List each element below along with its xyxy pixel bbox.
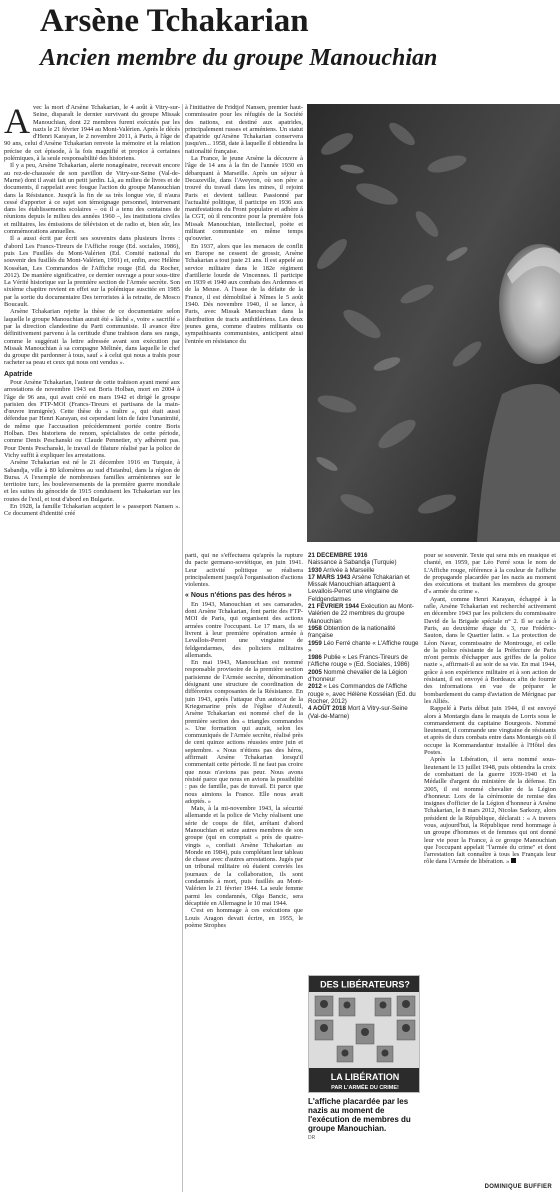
timeline-entry: 2005 Nommé chevalier de la Légion d'honneur <box>308 668 408 684</box>
poster-caption <box>308 1097 420 1143</box>
paragraph: Rappelé à Paris début juin 1944, il est envoyé alors à Montargis dans le maquis de Lorris sous le commandement du capitaine Bourgeois. Nommé lieutenant, il commande une vingtaine de résistants et après de durs combats entre dans Montargis où il occupe la Kommandantur installée à l'Hôtel des Postes. <box>424 705 556 757</box>
paragraph: Il a aussi écrit par écrit ses souvenirs dans plusieurs livres : d'abord Les Francs-Tireurs de l'Affiche rouge (Ed. sociales, 1986), puis Les Fusillés du Mont-Valérien (Ed. Comité national du souvenir des fusillés du Mont-Valérien, 1991) et, enfin, avec Hélène Kosséian, Les Commandos de l'Affiche rouge (Ed. du Rocher, 2012). De manière significative, ce dernier ouvrage a pour sous-titre La Vérité historique sur la première section de l'Armée secrète. Son sixième chapitre revient en effet sur la polémique suscitée en 1985 par la sortie du documentaire Des terroristes à la retraite, de Mosco Boucault. <box>4 235 180 309</box>
poster-image <box>309 976 420 1093</box>
column-4 <box>424 552 556 1178</box>
timeline-entry: 1930 Arrivée à Marseille <box>308 566 375 574</box>
paragraph: En 1928, la famille Tchakarian acquiert le « passeport Nansen ». Ce document d'identité créé <box>4 503 180 518</box>
column-1 <box>4 104 180 1192</box>
poster-headline: DES LIBÉRATEURS? <box>320 979 410 990</box>
timeline-entry: 17 MARS 1943 Arsène Tchakarian et Missak Manouchian attaquent à Levallois-Perret une vingtaine de Feldgendarmes <box>308 573 410 603</box>
timeline-entry: 2012 « Les Commandos de l'Affiche rouge », avec Hélène Kosséian (Ed. du Rocher, 2012) <box>308 683 416 705</box>
paragraph: En 1943, Manouchian et ses camarades, dont Arsène Tchakarian, font partie des FTP-MOI de Paris, qui organisent des actions armées contre l'occupant. Le 17 mars, ils se livrent à leur première opération armée à Levallois-Perret une vingtaine de feldgendarmes, des policiers militaires allemands. <box>185 600 303 659</box>
paragraph: à l'initiative de Fridtjof Nansen, premier haut-commissaire pour les réfugiés de la Société des nations, est destiné aux apatrides, principalement russes et arméniens. Un statut d'apatride qu'Arsène Tchakarian conservera jusqu'en... 1958, date à laquelle il obtiendra la nationalité française. <box>185 104 303 155</box>
paragraph: Arsène Tchakarian rejette la thèse de ce documentaire selon laquelle le groupe Manouchian aurait été « lâché », voire « sacrifié » par la direction clandestine du Parti communiste. Il avance être définitivement parvenu à la certitude d'une trahison dans ses rangs, comme le suggérait la lettre adressée avant son exécution par Missak Manouchian à sa compagne Mélinée, dans laquelle le chef du groupe dit pardonner à tous, sauf « à celui qui nous a trahis pour racheter sa peau et ceux qui nous ont vendus ». <box>4 308 180 367</box>
poster-bottom-line-2: PAR L'ARMÉE DU CRIME! <box>331 1085 399 1091</box>
paragraph: C'est en hommage à ces exécutions que Louis Aragon devait écrire, en 1955, le poème Strophes <box>185 907 303 929</box>
timeline <box>308 552 420 972</box>
paragraph: Pour Arsène Tchakarian, l'auteur de cette trahison ayant mené aux arrestations de novembre 1943 est Boris Holban, mort en 2004 à l'âge de 96 ans, qui avait créé en mars 1942 et dirigé le groupe parisien des FTP-MOI (Francs-Tireurs et partisans de la main-d'œuvre immigrée). Cette thèse du « traître », qui était aussi défendue par Henri Karayan, est cependant loin de faire l'unanimité, de même que l'accusation précédemment portée contre Boris Holban. Des historiens de renom, spécialistes de cette période, comme Denis Peschanski ou Claude Pennetier, n'y adhèrent pas. Pour Denis Peschanski, le travail de filature réalisé par la police de Vichy suffit à expliquer les arrestations. <box>4 378 180 459</box>
paragraph: Il y a peu, Arsène Tchakarian, alerte nonagénaire, recevait encore au rez-de-chaussée de son pavillon de Vitry-sur-Seine (Val-de-Marne) dont il avait fait un petit jardin. Là, au milieu de livres et de documents, il rappelait avec fougue l'action du groupe Manouchian dans la Résistance. Jusqu'à la fin de sa très longue vie, il n'aura cessé d'apporter à ce sujet son témoignage personnel, intervenant dans les établissements scolaires – où il a tenu des centaines de réunions depuis le milieu des années 1960 –, les institutions civiles et militaires, les émissions de télévision et de radio et, bien sûr, les commémorations annuelles. <box>4 162 180 236</box>
section-heading-heros: « Nous n'étions pas des héros » <box>185 592 292 600</box>
drop-cap: A <box>4 104 30 141</box>
portrait-photo <box>307 104 560 542</box>
timeline-entry: 21 FÉVRIER 1944 Exécution au Mont-Valérien de 22 membres du groupe Manouchian <box>308 603 414 625</box>
timeline-entry: 1958 Obtention de la nationalité française <box>308 624 396 640</box>
timeline-entry: 21 DÉCEMBRE 1916 Naissance à Sabandja (Turquie) <box>308 552 397 567</box>
paragraph: En 1937, alors que les menaces de conflit en Europe ne cessent de grossir, Arsène Tchakarian a tout juste 21 ans. Il est appelé au service militaire dans le 182e régiment d'artillerie lourde de Vincennes. Il participe en 1939 et 1940 aux combats des Ardennes et de la Meuse. A l'issue de la défaite de la France, il est démobilisé à Nîmes le 5 août 1940. Dès novembre 1940, il se lance, à Paris, avec Missak Manouchian dans la distribution de tracts antihitlériens. Les deux jeunes gens, comme d'autres militants ou sympathisants communistes, anticipent ainsi l'entrée en résistance du <box>185 242 303 345</box>
paragraph: pour se souvenir. Texte qui sera mis en musique et chanté, en 1959, par Léo Ferré sous le nom de L'Affiche rouge, référence à la couleur de l'affiche de propagande placardée par les nazis au moment des exécutions et traitant les membres du groupe d'« armée du crime ». <box>424 552 556 596</box>
article-title: Arsène Tchakarian <box>40 3 309 39</box>
poster-bottom-line-1: LA LIBÉRATION <box>330 1072 400 1082</box>
column-2-top <box>185 104 303 548</box>
paragraph: parti, qui ne s'effectuera qu'après la rupture du pacte germano-soviétique, en juin 1941. Leur activité politique se réalisera principalement jusqu'à l'organisation d'actions violentes. <box>185 552 303 589</box>
paragraph: Arsène Tchakarian est né le 21 décembre 1916 en Turquie, à Sabandja, ville à 80 kilomètres au sud d'Istanbul, dans la région de Bursa. A l'exemple de nombreuses familles arméniennes sur le territoire turc, les bouleversements de la première guerre mondiale et les suites du génocide de 1915 conduisent les Tchakarian sur les routes de l'exil, et tout d'abord en Bulgarie. <box>4 459 180 503</box>
paragraph-lead: Avec la mort d'Arsène Tchakarian, le 4 août à Vitry-sur-Seine, disparaît le dernier survivant du groupe Missak Manouchian, dont 22 membres furent exécutés par les nazis le 21 février 1944 au Mont-Valérien. Après le décès d'Henri Karayan, le 2 novembre 2011, à Paris, à l'âge de 90 ans, celui d'Arsène Tchakarian renvoie la mémoire et la relation précise de cet épisode, à la fois magnifié et propice à certaines polémiques, à la seule responsabilité des historiens. <box>4 104 180 163</box>
paragraph: En mai 1943, Manouchian est nommé responsable provisoire de la première section parisienne de l'Armée secrète, dénomination désignant une structure de coordination de différentes composantes de la Résistance. En juin 1943, après l'attaque d'un autocar de la Kriegsmarine près de l'église d'Auteuil, Arsène Tchakarian est nommé chef de la première section des « triangles commandos ». Une formation qui aurait, selon les communiqués de l'Armée secrète, réalisé près de cent quinze actions réussies entre juin et septembre. « Nous n'étions pas des héros, affirmait Arsène Tchakarian lorsqu'il commentait cette période. Il ne faut pas croire que nous n'avions pas peur. Nous avons résisté parce que nous en avions la possibilité : pas de famille, pas de travail. Et parce que nous aimions la France. Elle nous avait adoptés. » <box>185 659 303 805</box>
affiche-rouge-poster <box>308 975 420 1093</box>
column-2-bottom <box>185 552 303 1192</box>
timeline-entry: 1986 Publie « Les Francs-Tireurs de l'Affiche rouge » (Ed. Sociales, 1986) <box>308 654 410 669</box>
photo-credit: DR <box>308 1135 316 1141</box>
foliage-photo-image <box>307 104 560 542</box>
paragraph-last: Après la Libération, il sera nommé sous-lieutenant le 13 juillet 1948, puis obtiendra la croix de combattant de la guerre 1939-1940 et la Médaille d'argent du ministère de la défense. En 2005, il est nommé chevalier de la Légion d'honneur. Lors de la cérémonie de remise des insignes d'officier de la Légion d'honneur à Arsène Tchakarian, le 8 mars 2012, Nicolas Sarkozy, alors président de la République, déclarait : « A travers vous, aujourd'hui, la République rend hommage à un groupe d'hommes et de femmes qui ont donné leur vie pour la France, à ce groupe Manouchian que l'occupant appelait "l'armée du crime" et dont l'arrestation fait connaître à tous les Français leur rôle dans l'Armée de libération. » <box>424 756 556 866</box>
section-heading-apatride: Apatride <box>4 370 33 378</box>
paragraph: La France, le jeune Arsène la découvre à l'âge de 14 ans à la fin de l'année 1930 en débarquant à Marseille. Après un séjour à Decazeville, dans l'Aveyron, où son père a trouvé du travail dans les mines, il rejoint Paris et devient tailleur. Passionné par l'actualité politique, il participe en 1936 aux manifestations du Front populaire et adhère à la CGT, où il rencontre pour la première fois Missak Manouchian, intellectuel, poète et militant communiste en même temps qu'ouvrier. <box>185 155 303 243</box>
timeline-entry: 1959 Léo Ferré chante « L'Affiche rouge » <box>308 639 419 654</box>
author-byline: DOMINIQUE BUFFIER <box>484 1184 552 1190</box>
paragraph: Mais, à la mi-novembre 1943, la sécurité allemande et la police de Vichy réalisent une série de coups de filet, arrêtant d'abord Manouchian et seize autres membres de son groupe (qui en comptait « près de quatre-vingts », confiait Arsène Tchakarian au Monde en 1984), puis complétant leur tableau de chasse avec d'autres arrestations. Jugés par un tribunal militaire où étaient conviés les journaux de la collaboration, ils sont condamnés à mort, puis fusillés au Mont-Valérien le 21 février 1944. La seule femme parmi les condamnés, Olga Bancic, sera décapitée en Allemagne le 10 mai 1944. <box>185 805 303 907</box>
article-subtitle: Ancien membre du groupe Manouchian <box>40 45 438 71</box>
end-of-article-mark <box>511 858 516 863</box>
caption-text: L'affiche placardée par les nazis au moment de l'exécution de membres du groupe Manouchian. <box>308 1097 411 1133</box>
column-divider <box>182 104 183 1192</box>
paragraph: Ayant, comme Henri Karayan, échappé à la rafle, Arsène Tchakarian est recherché activement en décembre 1943 par les policiers du commissaire David de la Brigade spéciale n° 2. Il se cache à Paris, au deuxième étage du 3, rue Frédéric-Sauton, dans le Quartier latin. « La protection de Léon Navar, commissaire de Montrouge, et celle de la police résistante de la Préfecture de Paris m'ont permis d'échapper aux griffes de la police nazie », affirmait-il au soir de sa vie. En mai 1944, grâce à son expérience militaire et à son action de résistant, il est envoyé à Bordeaux afin de fournir des informations en vue de préparer le bombardement du camp d'aviation de Mérignac par les Alliés. <box>424 595 556 705</box>
timeline-entry: 4 AOÛT 2018 Mort à Vitry-sur-Seine (Val-de-Marne) <box>308 705 408 720</box>
